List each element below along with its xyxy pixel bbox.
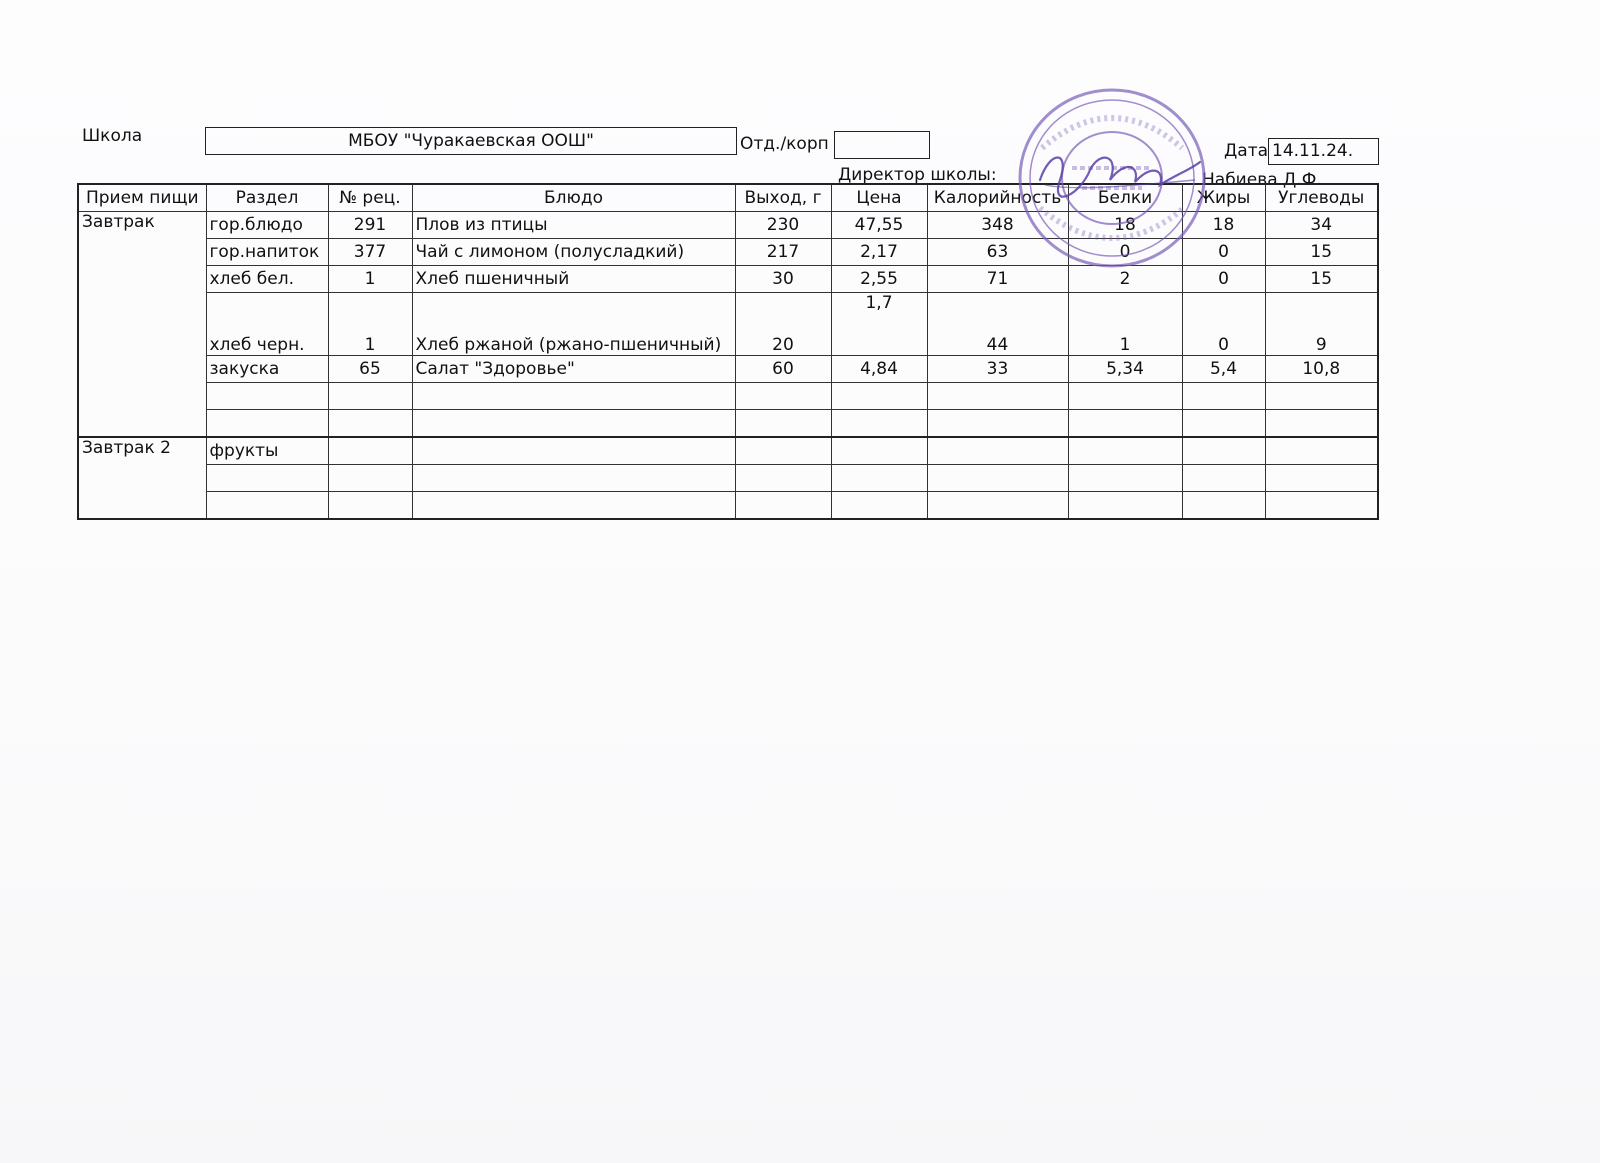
cell-kcal: 33 <box>927 356 1068 383</box>
cell-section: закуска <box>206 356 328 383</box>
cell-kcal: 71 <box>927 266 1068 293</box>
cell-protein: 0 <box>1068 239 1182 266</box>
table-row-empty <box>78 492 1378 520</box>
school-label: Школа <box>82 126 143 146</box>
cell-price: 47,55 <box>831 212 927 239</box>
cell-section: фрукты <box>206 437 328 465</box>
cell-section: гор.напиток <box>206 239 328 266</box>
cell-price: 4,84 <box>831 356 927 383</box>
col-price: Цена <box>831 184 927 212</box>
cell-price: 2,55 <box>831 266 927 293</box>
director-label: Директор школы: <box>838 165 997 185</box>
cell-recipe: 1 <box>328 293 412 356</box>
cell-fat: 18 <box>1182 212 1265 239</box>
dept-field <box>834 131 930 159</box>
cell-dish: Плов из птицы <box>412 212 735 239</box>
cell-yield: 60 <box>735 356 831 383</box>
table-row-empty <box>78 465 1378 492</box>
cell-recipe: 377 <box>328 239 412 266</box>
table-row-empty <box>78 383 1378 410</box>
col-kcal: Калорийность <box>927 184 1068 212</box>
cell-price: 1,7 <box>831 293 927 356</box>
cell-carbs: 15 <box>1265 266 1378 293</box>
date-field: 14.11.24. <box>1268 138 1379 165</box>
cell-recipe: 291 <box>328 212 412 239</box>
col-meal: Прием пищи <box>78 184 206 212</box>
cell-yield: 217 <box>735 239 831 266</box>
col-recipe: № рец. <box>328 184 412 212</box>
table-row <box>78 437 1378 465</box>
meal-breakfast: Завтрак <box>78 212 206 438</box>
school-field: МБОУ "Чуракаевская ООШ" <box>205 127 737 155</box>
cell-section: хлеб черн. <box>206 293 328 356</box>
cell-carbs: 34 <box>1265 212 1378 239</box>
signature-icon <box>1030 140 1205 200</box>
col-carbs: Углеводы <box>1265 184 1378 212</box>
cell-recipe: 65 <box>328 356 412 383</box>
cell-protein: 18 <box>1068 212 1182 239</box>
cell-dish: Чай с лимоном (полусладкий) <box>412 239 735 266</box>
cell-protein: 5,34 <box>1068 356 1182 383</box>
cell-carbs: 9 <box>1265 293 1378 356</box>
cell-carbs: 10,8 <box>1265 356 1378 383</box>
cell-fat: 0 <box>1182 293 1265 356</box>
cell-carbs: 15 <box>1265 239 1378 266</box>
col-section: Раздел <box>206 184 328 212</box>
cell-fat: 0 <box>1182 266 1265 293</box>
table-row <box>78 293 1378 356</box>
cell-protein: 1 <box>1068 293 1182 356</box>
table-row <box>78 356 1378 383</box>
director-name: Набиева Д.Ф. <box>1202 170 1322 190</box>
col-fat: Жиры <box>1182 184 1265 212</box>
cell-dish: Хлеб пшеничный <box>412 266 735 293</box>
cell-recipe: 1 <box>328 266 412 293</box>
col-protein: Белки <box>1068 184 1182 212</box>
cell-kcal: 63 <box>927 239 1068 266</box>
cell-price: 2,17 <box>831 239 927 266</box>
col-dish: Блюдо <box>412 184 735 212</box>
cell-dish: Хлеб ржаной (ржано-пшеничный) <box>412 293 735 356</box>
meal-breakfast-2: Завтрак 2 <box>78 437 206 519</box>
cell-section: хлеб бел. <box>206 266 328 293</box>
dept-label: Отд./корп <box>740 134 829 154</box>
cell-kcal: 348 <box>927 212 1068 239</box>
date-label: Дата <box>1224 141 1269 161</box>
cell-yield: 30 <box>735 266 831 293</box>
col-yield: Выход, г <box>735 184 831 212</box>
cell-yield: 230 <box>735 212 831 239</box>
table-row-empty <box>78 410 1378 438</box>
cell-dish: Салат "Здоровье" <box>412 356 735 383</box>
cell-yield: 20 <box>735 293 831 356</box>
cell-protein: 2 <box>1068 266 1182 293</box>
cell-kcal: 44 <box>927 293 1068 356</box>
cell-fat: 0 <box>1182 239 1265 266</box>
cell-section: гор.блюдо <box>206 212 328 239</box>
cell-fat: 5,4 <box>1182 356 1265 383</box>
